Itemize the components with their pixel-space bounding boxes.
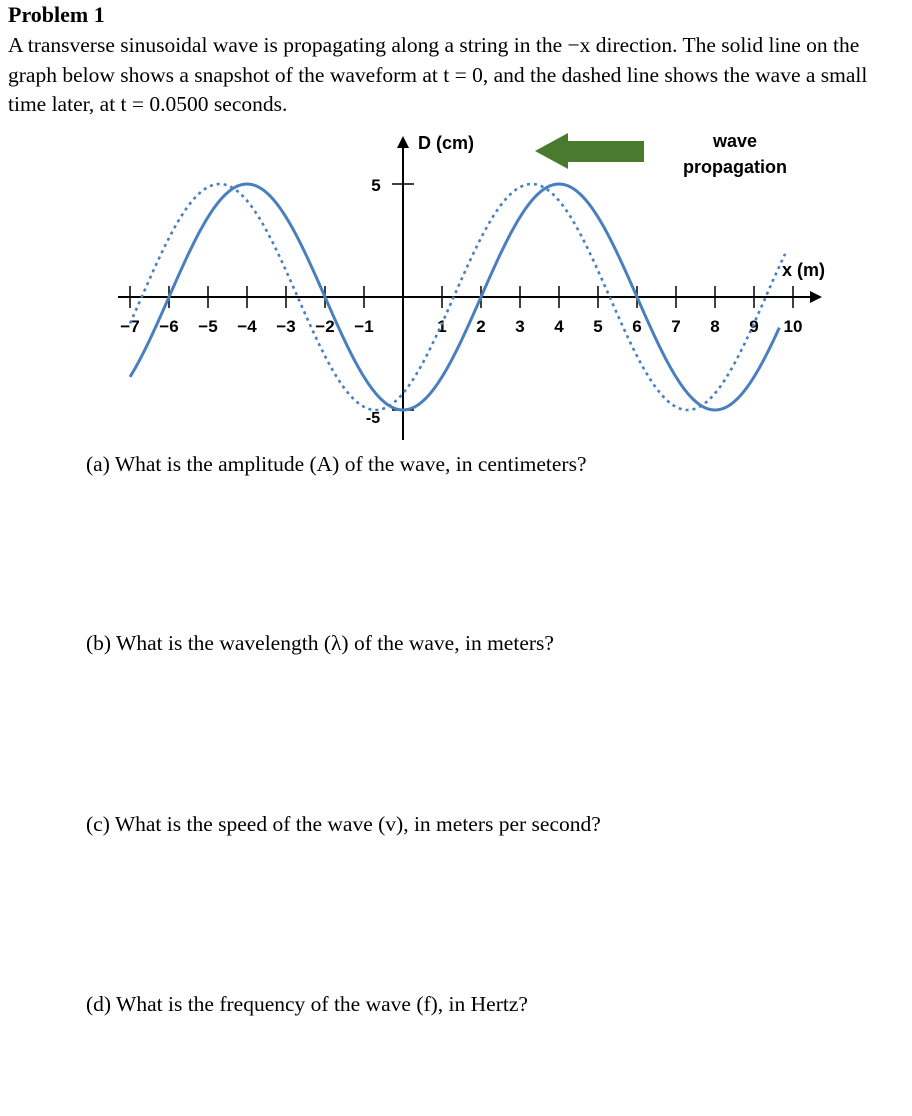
x-tick-label: 7 bbox=[671, 317, 681, 336]
x-ticks bbox=[120, 286, 802, 336]
question-b: (b) What is the wavelength (λ) of the wave, in meters? bbox=[86, 631, 554, 655]
question-a: (a) What is the amplitude (A) of the wave, in centimeters? bbox=[86, 452, 587, 476]
x-tick-label: 5 bbox=[593, 317, 603, 336]
x-axis-label: x (m) bbox=[782, 260, 826, 280]
x-tick-label: −7 bbox=[120, 317, 140, 336]
x-tick-label: 10 bbox=[783, 317, 803, 336]
x-tick-label: 3 bbox=[515, 317, 525, 336]
y-axis-label: D (cm) bbox=[418, 133, 475, 153]
x-tick-label: 9 bbox=[749, 317, 759, 336]
y-axis-arrowhead bbox=[397, 136, 409, 148]
x-tick-label: 1 bbox=[437, 317, 447, 336]
propagation-label-line2: propagation bbox=[683, 157, 787, 177]
question-d: (d) What is the frequency of the wave (f), in Hertz? bbox=[86, 992, 528, 1016]
x-tick-label: 8 bbox=[710, 317, 720, 336]
y-tick-label-minus-5: -5 bbox=[365, 410, 381, 427]
x-tick-label: −5 bbox=[198, 317, 218, 336]
propagation-label-line1: wave bbox=[712, 131, 758, 151]
x-tick-label: −1 bbox=[354, 317, 374, 336]
x-tick-label: −3 bbox=[276, 317, 296, 336]
propagation-arrow-icon bbox=[535, 133, 644, 169]
wave-figure bbox=[0, 0, 912, 450]
problem-title: Problem 1 bbox=[8, 2, 105, 27]
x-tick-label: 4 bbox=[554, 317, 564, 336]
x-tick-label: 2 bbox=[476, 317, 486, 336]
x-tick-label: −2 bbox=[315, 317, 335, 336]
problem-intro: A transverse sinusoidal wave is propagating along a string in the −x direction. The solid line on the graph below shows a snapshot of the waveform at t = 0, and the dashed line shows the wave a small time later, at t = 0.0500 seconds. bbox=[8, 33, 868, 116]
x-axis-arrowhead bbox=[810, 291, 822, 303]
x-tick-label: −4 bbox=[237, 317, 257, 336]
y-tick-label-5: 5 bbox=[371, 176, 381, 195]
x-tick-label: −6 bbox=[159, 317, 179, 336]
question-c: (c) What is the speed of the wave (v), in meters per second? bbox=[86, 812, 601, 836]
x-tick-label: 6 bbox=[632, 317, 642, 336]
